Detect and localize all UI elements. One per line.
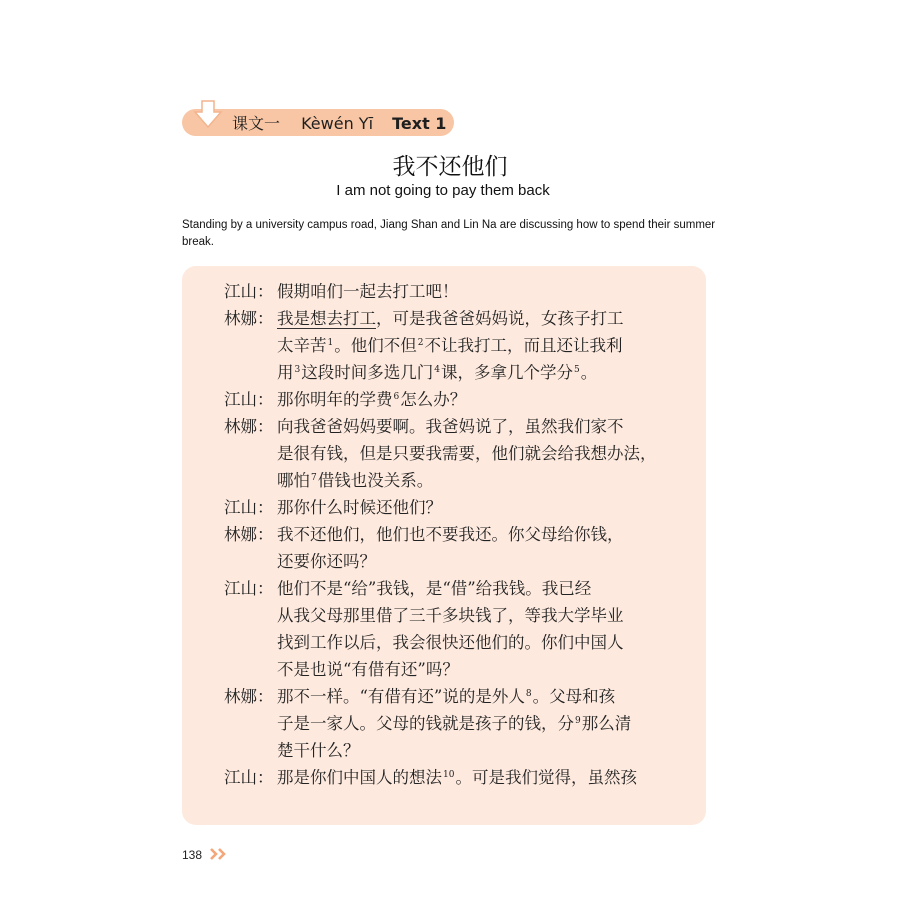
footnote-number: 6: [393, 392, 400, 402]
dialog-turn: [224, 386, 684, 413]
speaker-label: 林娜：: [224, 687, 274, 706]
speaker-label: 江山：: [224, 579, 274, 598]
dialog-turn: [224, 494, 684, 521]
speaker-label: 林娜：: [224, 417, 274, 436]
dialog-line: 向我爸爸妈妈要啊。我爸妈说了，虽然我们家不 是很有钱，但是只要我需要，他们就会给我想办法， 哪怕$^7$借钱也没关系。: [277, 417, 657, 490]
double-chevron-icon: [209, 847, 229, 861]
footnote-number: 5: [573, 365, 580, 375]
dialog-line: 他们不是“给”我钱，是“借”给我钱。我已经 从我父母那里借了三千多块钱了，等我大学毕业 找到工作以后，我会很快还他们的。你们中国人 不是也说“有借有还”吗？: [277, 579, 624, 679]
page-title: 我不还他们: [392, 154, 508, 180]
underlined-phrase: 我是想去打工: [277, 309, 376, 328]
dialog-turn: [224, 683, 684, 764]
dialog-turn: [224, 521, 684, 575]
footnote-number: 10: [443, 770, 455, 780]
down-arrow-icon: [193, 100, 223, 136]
footnote-number: 2: [417, 338, 424, 348]
dialog-line: 那你什么时候还他们？: [277, 498, 442, 517]
dialog-line: 我是想去打工，可是我爸爸妈妈说，女孩子打工 太辛苦$^1$。他们不但$^2$不让我打工，而且还让我利 用$^3$这段时间多选几门$^4$课，多拿几个学分$^5$。: [277, 309, 624, 382]
dialog-turn: [224, 764, 684, 791]
speaker-label: 林娜：: [224, 525, 274, 544]
tab-english: Text 1: [392, 114, 447, 133]
footnote-number: 1: [327, 338, 334, 348]
dialog-line: 我不还他们，他们也不要我还。你父母给你钱， 还要你还吗？: [277, 525, 624, 571]
dialog-turn: [224, 575, 684, 683]
footnote-number: 9: [575, 716, 581, 726]
dialog-turn: [224, 278, 684, 305]
dialog-turn: [224, 305, 684, 386]
dialog-line: 假期咱们一起去打工吧！: [277, 282, 459, 301]
speaker-label: 江山：: [224, 282, 274, 301]
speaker-label: 江山：: [224, 768, 274, 787]
footnote-number: 7: [311, 473, 317, 483]
lesson-tab-text: [232, 110, 446, 137]
dialog-line: 那不一样。“有借有还”说的是外人$^8$。父母和孩 子是一家人。父母的钱就是孩子的钱，分$^9$那么清 楚干什么？: [277, 687, 632, 760]
intro-text: Standing by a university campus road, Jiang Shan and Lin Na are discussing how to spend their summer break.: [182, 219, 716, 248]
dialog-line: 那你明年的学费$^6$怎么办？: [277, 390, 467, 409]
footnote-number: 3: [294, 365, 301, 375]
footnote-number: 4: [434, 365, 440, 375]
dialog-text: [224, 278, 684, 791]
dialog-turn: [224, 413, 684, 494]
speaker-label: 林娜：: [224, 309, 274, 328]
dialog-line: 那是你们中国人的想法$^{10}$。可是我们觉得，虽然孩: [277, 768, 637, 787]
speaker-label: 江山：: [224, 498, 274, 517]
page-number: 138: [182, 848, 203, 862]
tab-pinyin: Kèwén Yī: [301, 114, 374, 133]
speaker-label: 江山：: [224, 390, 274, 409]
footnote-number: 8: [525, 689, 532, 699]
page-subtitle: I am not going to pay them back: [336, 182, 550, 199]
tab-chinese: 课文一: [232, 114, 281, 133]
